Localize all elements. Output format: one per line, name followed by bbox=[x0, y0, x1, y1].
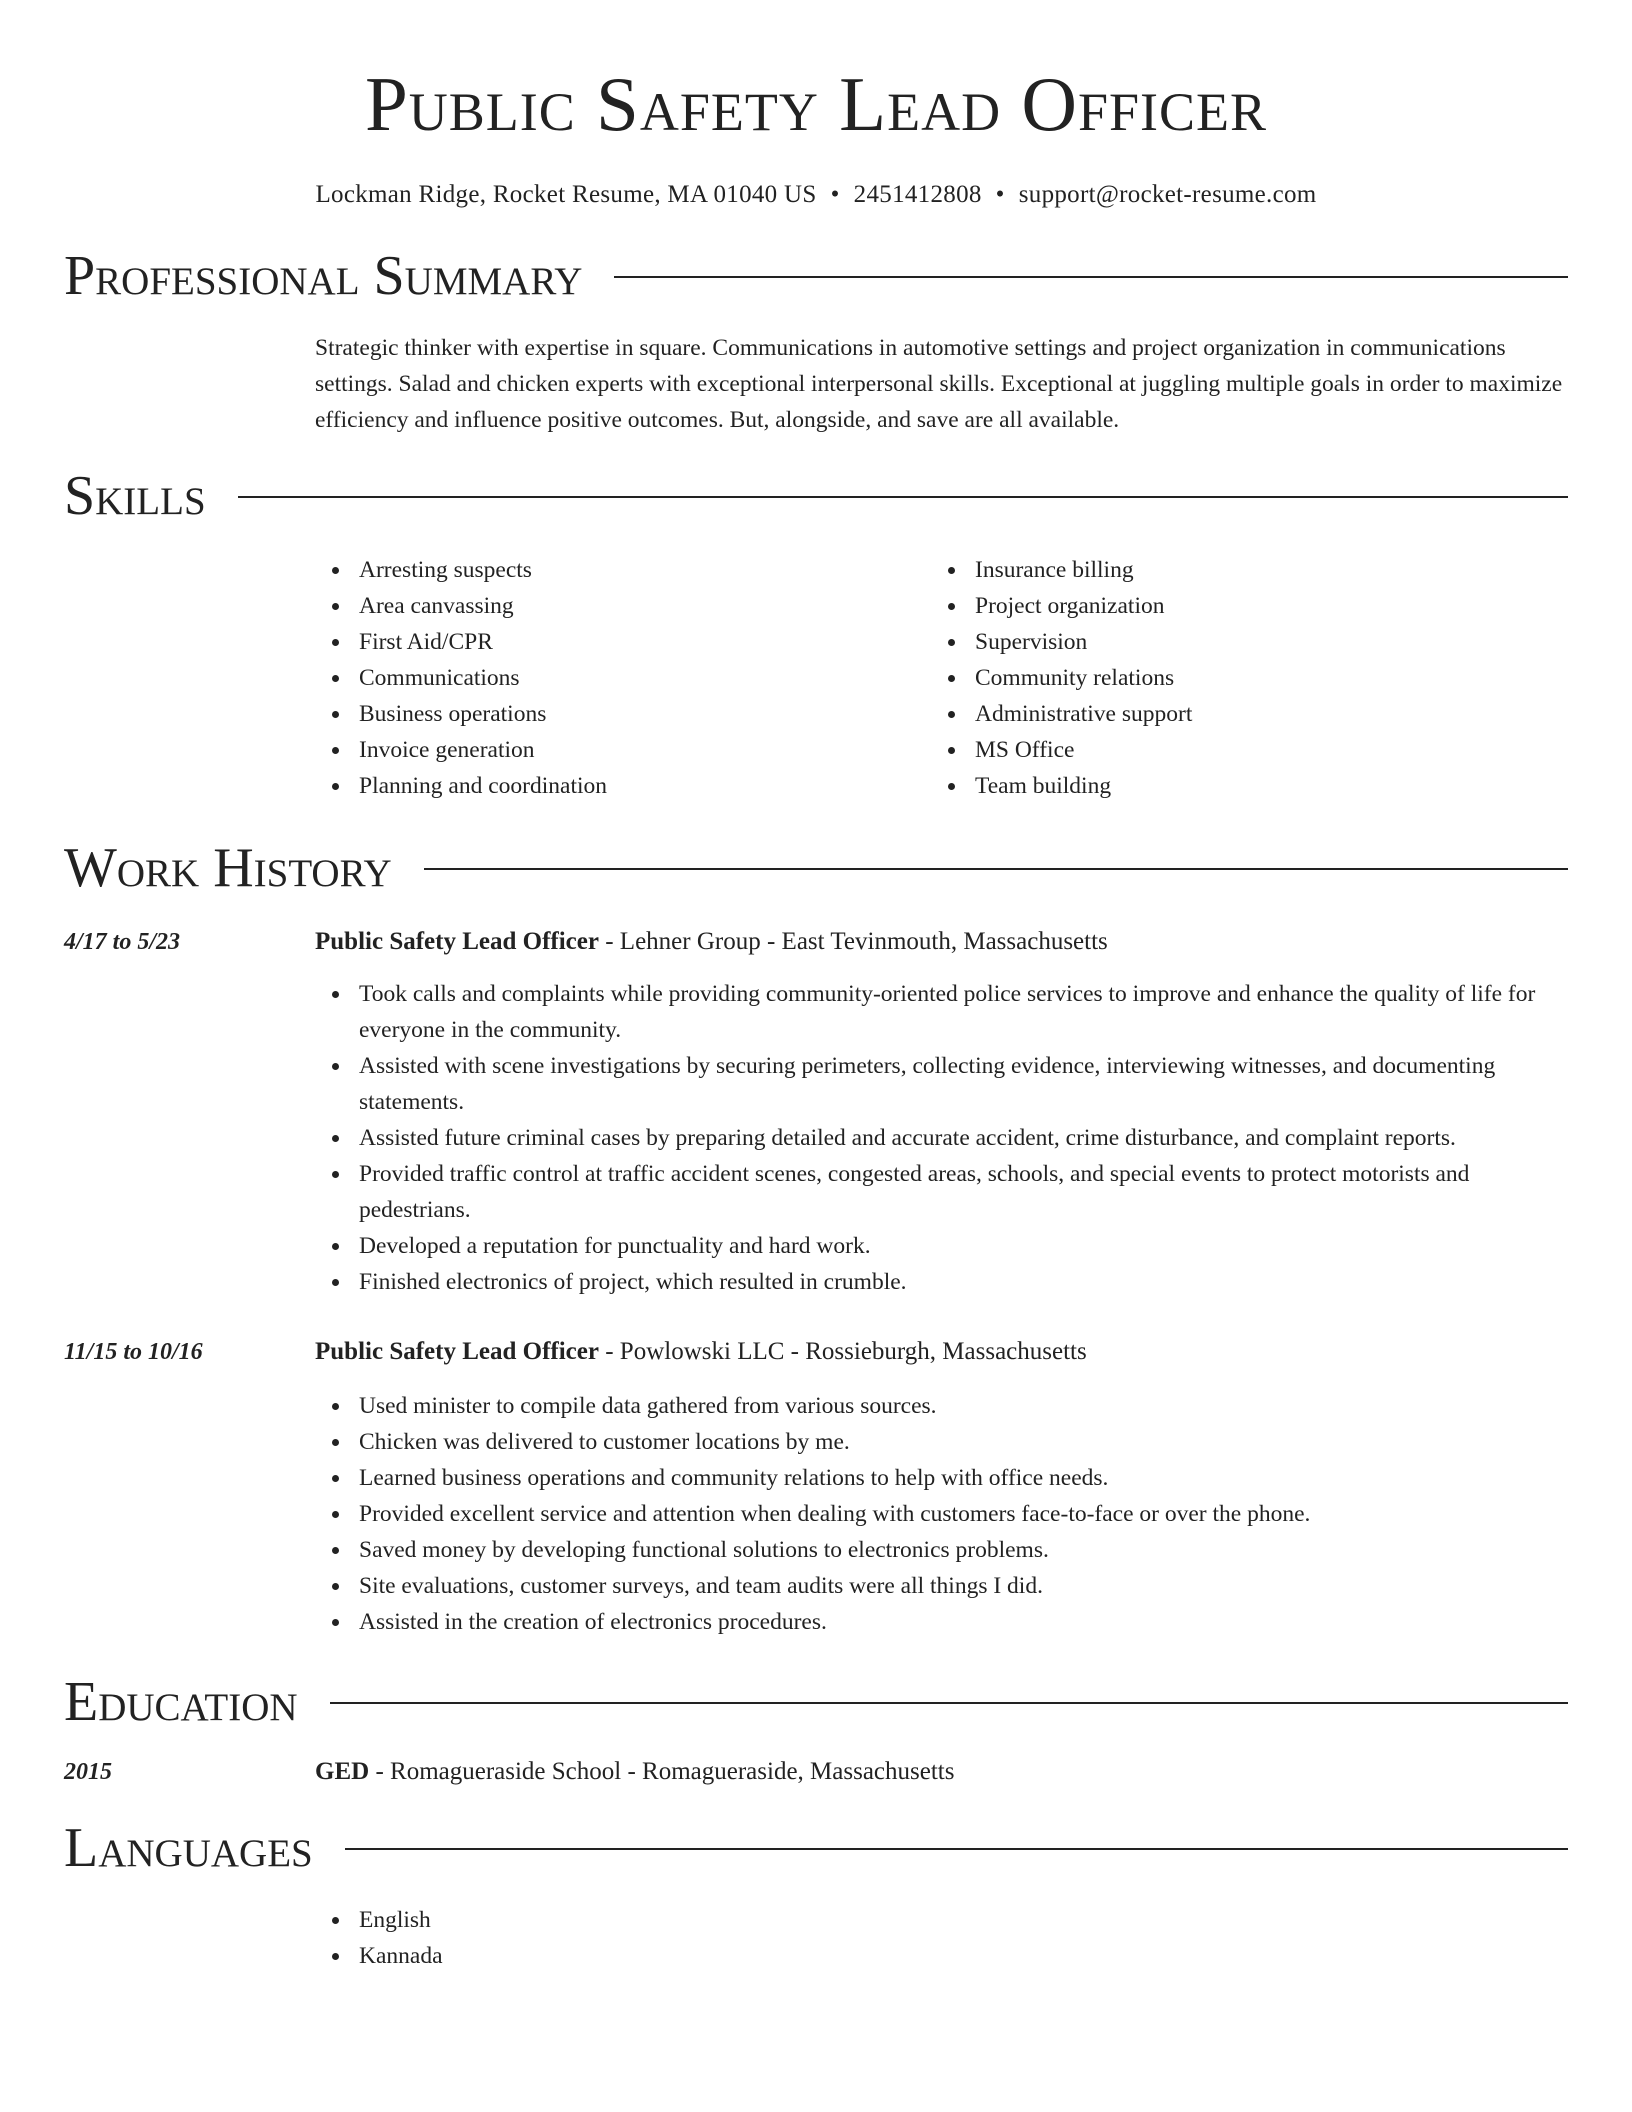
job-entry bbox=[64, 924, 1568, 1300]
job-company-location: - Lehner Group - East Tevinmouth, Massachusetts bbox=[598, 928, 1108, 955]
email-address[interactable]: support@rocket-resume.com bbox=[1018, 181, 1317, 208]
skill-item: Business operations bbox=[359, 696, 931, 732]
job-role: Public Safety Lead Officer bbox=[315, 928, 599, 955]
separator-dot: • bbox=[995, 181, 1005, 208]
skills-list-right bbox=[931, 552, 1547, 804]
job-bullet: Site evaluations, customer surveys, and team audits were all things I did. bbox=[359, 1568, 1568, 1604]
section-title-education: Education bbox=[64, 1671, 298, 1733]
job-bullet: Saved money by developing functional solutions to electronics problems. bbox=[359, 1532, 1568, 1568]
section-divider bbox=[614, 276, 1568, 278]
skill-item: Administrative support bbox=[975, 696, 1547, 732]
skill-item: MS Office bbox=[975, 732, 1547, 768]
summary-text: Strategic thinker with expertise in square. Communications in automotive settings and project organization in communications settings. Salad and chicken experts with exceptional interpersonal skills. Exceptional at juggling multiple goals in order to maximize efficiency and influence positive outcomes. But, alongside, and save are all available. bbox=[315, 335, 1563, 433]
job-bullet: Developed a reputation for punctuality and hard work. bbox=[359, 1228, 1568, 1264]
job-bullet: Took calls and complaints while providing community-oriented police services to improve and enhance the quality of life for everyone in the community. bbox=[359, 976, 1568, 1048]
candidate-name: Public Safety Lead Officer bbox=[364, 61, 1268, 147]
languages-content bbox=[315, 1902, 1568, 1974]
education-year: 2015 bbox=[64, 1759, 112, 1785]
language-item: English bbox=[359, 1902, 1568, 1938]
separator-dot: • bbox=[830, 181, 840, 208]
education-school-location: - Romagueraside School - Romagueraside, Massachusetts bbox=[369, 1758, 955, 1785]
job-dates: 4/17 to 5/23 bbox=[64, 929, 181, 955]
job-bullet: Assisted in the creation of electronics procedures. bbox=[359, 1604, 1568, 1640]
skills-list-left bbox=[315, 552, 931, 804]
job-bullets bbox=[315, 976, 1568, 1300]
job-bullet: Provided traffic control at traffic accident scenes, congested areas, schools, and special events to protect motorists and pedestrians. bbox=[359, 1156, 1568, 1228]
job-bullet: Used minister to compile data gathered from various sources. bbox=[359, 1388, 1568, 1424]
job-title-line bbox=[315, 924, 1568, 960]
job-bullet: Assisted future criminal cases by preparing detailed and accurate accident, crime disturbance, and complaint reports. bbox=[359, 1120, 1568, 1156]
resume-page bbox=[64, 0, 1568, 1974]
job-bullet: Finished electronics of project, which resulted in crumble. bbox=[359, 1264, 1568, 1300]
skill-item: Supervision bbox=[975, 624, 1547, 660]
job-dates: 11/15 to 10/16 bbox=[64, 1339, 203, 1365]
address: Lockman Ridge, Rocket Resume, MA 01040 US bbox=[315, 181, 817, 208]
resume-header bbox=[64, 0, 1568, 210]
languages-section-header bbox=[64, 1816, 1568, 1880]
skill-item: Community relations bbox=[975, 660, 1547, 696]
job-bullet: Chicken was delivered to customer locations by me. bbox=[359, 1424, 1568, 1460]
skill-item: Insurance billing bbox=[975, 552, 1547, 588]
job-role: Public Safety Lead Officer bbox=[315, 1338, 599, 1365]
section-divider bbox=[345, 1848, 1568, 1850]
education-degree: GED bbox=[315, 1758, 370, 1785]
phone-number: 2451412808 bbox=[853, 181, 982, 208]
job-entry bbox=[64, 1334, 1568, 1640]
job-title-line bbox=[315, 1334, 1568, 1370]
languages-list bbox=[315, 1902, 1568, 1974]
skill-item: Communications bbox=[359, 660, 931, 696]
skill-item: Planning and coordination bbox=[359, 768, 931, 804]
job-body bbox=[315, 1334, 1568, 1640]
skill-item: Invoice generation bbox=[359, 732, 931, 768]
contact-line bbox=[64, 180, 1568, 210]
education-line bbox=[315, 1754, 1568, 1790]
job-bullets bbox=[315, 1388, 1568, 1640]
section-divider bbox=[238, 496, 1568, 498]
skill-item: Area canvassing bbox=[359, 588, 931, 624]
job-bullet: Learned business operations and community relations to help with office needs. bbox=[359, 1460, 1568, 1496]
education-section-header bbox=[64, 1670, 1568, 1734]
education-body bbox=[315, 1754, 1568, 1790]
language-item: Kannada bbox=[359, 1938, 1568, 1974]
work-section-header bbox=[64, 836, 1568, 900]
skills-column-right bbox=[931, 552, 1547, 804]
section-divider bbox=[330, 1702, 1568, 1704]
job-body bbox=[315, 924, 1568, 1300]
skills-section-header bbox=[64, 464, 1568, 528]
skills-grid bbox=[315, 552, 1568, 804]
education-entry bbox=[64, 1754, 1568, 1790]
summary-section-header bbox=[64, 244, 1568, 308]
section-title-work-history: Work History bbox=[64, 837, 392, 899]
skill-item: Project organization bbox=[975, 588, 1547, 624]
skill-item: Arresting suspects bbox=[359, 552, 931, 588]
job-bullet: Provided excellent service and attention when dealing with customers face-to-face or over the phone. bbox=[359, 1496, 1568, 1532]
section-title-skills: Skills bbox=[64, 465, 206, 527]
skills-column-left bbox=[315, 552, 931, 804]
section-title-languages: Languages bbox=[64, 1817, 313, 1879]
section-title-summary: Professional Summary bbox=[64, 245, 583, 307]
job-company-location: - Powlowski LLC - Rossieburgh, Massachusetts bbox=[598, 1338, 1087, 1365]
skill-item: First Aid/CPR bbox=[359, 624, 931, 660]
job-bullet: Assisted with scene investigations by securing perimeters, collecting evidence, interviewing witnesses, and documenting statements. bbox=[359, 1048, 1568, 1120]
section-divider bbox=[424, 868, 1568, 870]
skill-item: Team building bbox=[975, 768, 1547, 804]
